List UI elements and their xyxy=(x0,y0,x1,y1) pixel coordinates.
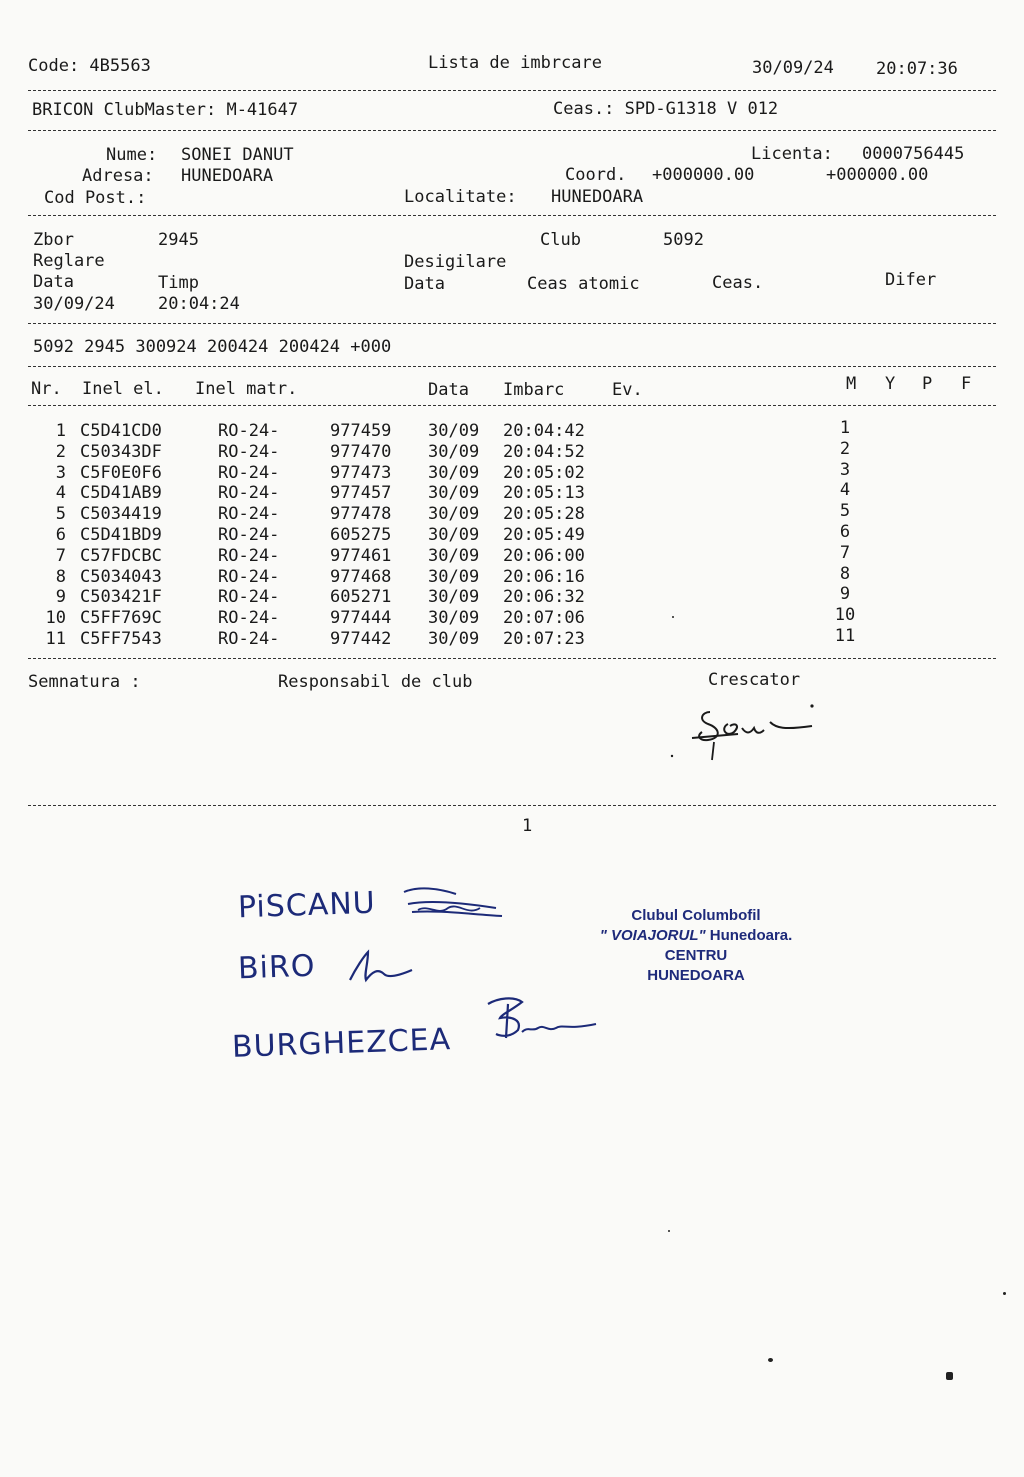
col-ev: Ev. xyxy=(612,380,643,400)
row-data: 30/09 xyxy=(428,525,480,545)
stamp-line-1: Clubul Columbofil xyxy=(631,907,761,924)
reglare-data-value: 30/09/24 xyxy=(33,294,115,314)
row-time: 20:04:42 xyxy=(503,421,585,441)
row-m: 8 xyxy=(839,563,851,584)
table-row xyxy=(0,626,1024,650)
scan-speck xyxy=(1003,1292,1006,1295)
row-nr: 10 xyxy=(45,608,66,629)
nume-value: SONEI DANUT xyxy=(181,145,294,165)
row-data: 30/09 xyxy=(428,545,480,566)
row-inel-el: C5034043 xyxy=(80,566,162,587)
table-row xyxy=(0,480,1024,504)
col-inel-matr: Inel matr. xyxy=(195,379,298,399)
row-matr: 977478 xyxy=(330,504,392,525)
table-row xyxy=(0,522,1024,546)
row-m: 1 xyxy=(839,418,851,438)
localitate-value: HUNEDOARA xyxy=(551,187,644,207)
row-time: 20:06:32 xyxy=(503,587,585,608)
scan-speck xyxy=(668,1230,670,1232)
page-title: Lista de imbrcare xyxy=(428,53,602,73)
row-nr: 9 xyxy=(55,587,66,608)
row-inel-el: C57FDCBC xyxy=(80,545,162,566)
adresa-value: HUNEDOARA xyxy=(181,166,274,186)
row-prefix: RO-24- xyxy=(218,545,280,566)
row-time: 20:07:06 xyxy=(503,608,585,629)
row-prefix: RO-24- xyxy=(218,441,280,462)
row-m: 9 xyxy=(839,584,851,605)
row-m: 5 xyxy=(839,501,851,522)
row-data: 30/09 xyxy=(428,629,480,649)
desigilare-data-label: Data xyxy=(404,274,445,294)
table-row xyxy=(0,459,1024,484)
row-time: 20:05:28 xyxy=(503,504,585,525)
row-matr: 977468 xyxy=(330,566,392,587)
coord-value-1: +000000.00 xyxy=(652,165,755,185)
col-data: Data xyxy=(428,380,469,400)
row-time: 20:05:13 xyxy=(503,483,585,504)
row-time: 20:05:02 xyxy=(503,462,585,483)
table-row xyxy=(0,542,1024,567)
table-row xyxy=(0,584,1024,608)
ceas-label: Ceas. xyxy=(712,273,764,293)
row-nr: 7 xyxy=(55,545,66,566)
data-label: Data xyxy=(33,272,74,292)
stamp-city: Hunedoara. xyxy=(705,927,793,944)
header-date: 30/09/24 xyxy=(752,58,834,78)
row-data: 30/09 xyxy=(428,587,480,608)
row-nr: 8 xyxy=(55,566,66,587)
header-time: 20:07:36 xyxy=(876,59,958,79)
row-data: 30/09 xyxy=(428,504,480,525)
row-inel-el: C5FF769C xyxy=(80,608,162,629)
divider xyxy=(28,215,996,216)
row-inel-el: C503421F xyxy=(80,587,162,608)
localitate-label: Localitate: xyxy=(404,187,517,207)
row-m: 10 xyxy=(834,605,856,626)
row-m: 7 xyxy=(839,542,851,563)
divider xyxy=(28,405,996,406)
difer-label: Difer xyxy=(885,270,937,290)
row-inel-el: C5D41AB9 xyxy=(80,483,162,504)
row-matr: 605271 xyxy=(330,587,392,608)
adresa-label: Adresa: xyxy=(82,166,154,186)
clock-id: Ceas.: SPD-G1318 V 012 xyxy=(553,99,779,119)
zbor-label: Zbor xyxy=(33,230,74,250)
divider xyxy=(28,130,996,131)
crescator-signature xyxy=(680,698,830,768)
row-time: 20:05:49 xyxy=(503,525,585,545)
row-prefix: RO-24- xyxy=(218,483,280,504)
row-time: 20:07:23 xyxy=(503,629,585,649)
row-matr: 977459 xyxy=(330,421,392,441)
club-label: Club xyxy=(540,230,581,250)
row-prefix: RO-24- xyxy=(218,587,280,608)
row-data: 30/09 xyxy=(428,421,480,441)
row-time: 20:06:00 xyxy=(503,545,585,566)
row-inel-el: C5D41CD0 xyxy=(80,421,162,441)
row-matr: 605275 xyxy=(330,525,392,545)
row-time: 20:04:52 xyxy=(503,441,585,462)
codpost-label: Cod Post.: xyxy=(44,188,147,208)
row-nr: 5 xyxy=(55,504,66,525)
handwritten-name-3: BURGHEZCEA xyxy=(231,1022,452,1065)
licenta-label: Licenta: xyxy=(751,144,833,164)
stamp-club-name: " VOIAJORUL" xyxy=(599,927,706,944)
row-nr: 4 xyxy=(55,483,66,504)
desigilare-label: Desigilare xyxy=(404,252,507,272)
clubmaster-id: BRICON ClubMaster: M-41647 xyxy=(32,100,299,120)
divider xyxy=(28,366,996,367)
row-prefix: RO-24- xyxy=(218,462,280,483)
row-data: 30/09 xyxy=(428,608,480,629)
table-row xyxy=(0,605,1024,629)
row-inel-el: C5FF7543 xyxy=(80,629,162,649)
crescator-label: Crescator xyxy=(708,670,801,690)
scan-speck xyxy=(768,1358,773,1362)
row-prefix: RO-24- xyxy=(218,608,280,629)
row-matr: 977470 xyxy=(330,441,392,462)
club-stamp xyxy=(585,906,807,986)
row-data: 30/09 xyxy=(428,441,480,462)
timp-label: Timp xyxy=(158,273,199,293)
stamp-line-4: HUNEDOARA xyxy=(647,967,745,984)
club-value: 5092 xyxy=(663,230,704,250)
reglare-timp-value: 20:04:24 xyxy=(158,294,240,314)
row-time: 20:06:16 xyxy=(503,566,585,587)
table-row xyxy=(0,501,1024,525)
divider xyxy=(28,323,996,324)
row-matr: 977442 xyxy=(330,629,392,649)
row-matr: 977473 xyxy=(330,462,392,483)
col-y: Y xyxy=(885,374,896,394)
signature-biro xyxy=(338,946,428,986)
row-nr: 11 xyxy=(45,629,66,649)
row-inel-el: C50343DF xyxy=(80,441,162,462)
row-m: 6 xyxy=(839,522,851,542)
row-prefix: RO-24- xyxy=(218,566,280,587)
col-imbarc: Imbarc xyxy=(503,380,565,400)
summary-code-line: 5092 2945 300924 200424 200424 +000 xyxy=(33,337,392,357)
divider xyxy=(28,805,996,806)
row-prefix: RO-24- xyxy=(218,421,280,441)
row-matr: 977444 xyxy=(330,608,392,629)
row-m: 3 xyxy=(839,459,851,480)
row-matr: 977461 xyxy=(330,545,392,566)
col-m: M xyxy=(846,374,857,394)
row-prefix: RO-24- xyxy=(218,525,280,545)
row-data: 30/09 xyxy=(428,462,480,483)
signature-piscanu xyxy=(398,880,518,930)
coord-label: Coord. xyxy=(565,165,627,185)
row-prefix: RO-24- xyxy=(218,504,280,525)
licenta-value: 0000756445 xyxy=(862,144,965,164)
row-data: 30/09 xyxy=(428,483,480,504)
reglare-label: Reglare xyxy=(33,251,105,271)
stamp-line-3: CENTRU xyxy=(664,947,728,964)
table-row xyxy=(0,418,1024,442)
col-inel-el: Inel el. xyxy=(82,379,164,399)
col-p: P xyxy=(922,374,933,394)
row-m: 4 xyxy=(839,480,851,501)
semnatura-label: Semnatura : xyxy=(28,672,141,692)
row-m: 11 xyxy=(834,626,856,646)
table-row xyxy=(0,438,1024,463)
zbor-value: 2945 xyxy=(158,230,199,250)
row-nr: 2 xyxy=(55,441,66,462)
row-inel-el: C5F0E0F6 xyxy=(80,462,162,483)
signature-burghezcea xyxy=(478,992,608,1052)
row-matr: 977457 xyxy=(330,483,392,504)
row-m: 2 xyxy=(839,438,851,459)
table-row xyxy=(0,563,1024,588)
row-data: 30/09 xyxy=(428,566,480,587)
row-inel-el: C5D41BD9 xyxy=(80,525,162,545)
page-number: 1 xyxy=(522,816,533,836)
divider xyxy=(28,90,996,91)
col-f: F xyxy=(961,374,972,394)
row-nr: 3 xyxy=(55,462,66,483)
row-nr: 6 xyxy=(55,525,66,545)
divider xyxy=(28,658,996,659)
row-prefix: RO-24- xyxy=(218,629,280,649)
responsabil-label: Responsabil de club xyxy=(278,672,473,692)
scan-speck xyxy=(946,1372,953,1380)
handwritten-name-2: BiRO xyxy=(237,948,316,987)
handwritten-name-1: PiSCANU xyxy=(237,885,377,926)
nume-label: Nume: xyxy=(106,145,158,165)
ceas-atomic-label: Ceas atomic xyxy=(527,274,640,294)
col-nr: Nr. xyxy=(31,379,62,399)
row-inel-el: C5034419 xyxy=(80,504,162,525)
stamp-line-2 xyxy=(585,926,807,946)
code-label: Code: 4B5563 xyxy=(28,56,151,76)
scan-speck xyxy=(672,616,674,618)
coord-value-2: +000000.00 xyxy=(826,165,929,185)
row-nr: 1 xyxy=(55,421,66,441)
